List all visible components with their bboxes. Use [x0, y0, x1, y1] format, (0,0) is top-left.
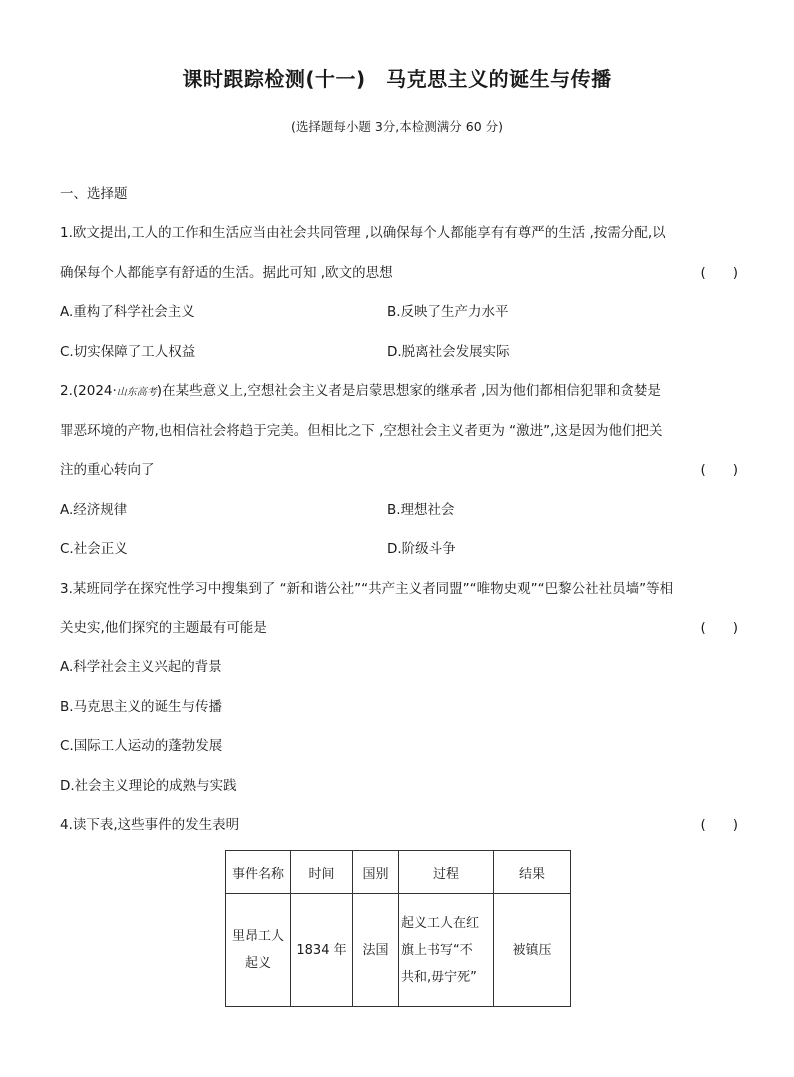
q2-stem-line2: 罪恶环境的产物,也相信社会将趋于完美。但相比之下 ,空想社会主义者更为 “激进”,这是因为他们把关	[60, 423, 663, 439]
q3-option-a: A.科学社会主义兴起的背景	[60, 659, 222, 675]
cell-event-name	[226, 894, 291, 1007]
q3-option-b: B.马克思主义的诞生与传播	[60, 699, 223, 715]
cell-time: 1834 年	[291, 894, 353, 1007]
header-time: 时间	[291, 851, 353, 894]
process-line3: 共和,毋宁死”	[401, 969, 477, 985]
q2-source-label: 山东高考	[116, 387, 157, 398]
header-result: 结果	[494, 851, 571, 894]
events-table	[225, 850, 571, 1007]
q1-answer-blank: ( )	[700, 265, 738, 281]
event-name-line2: 起义	[244, 956, 271, 971]
cell-country: 法国	[353, 894, 399, 1007]
page-subtitle: (选择题每小题 3分,本检测满分 60 分)	[290, 119, 503, 134]
page-title: 课时跟踪检测(十一) 马克思主义的诞生与传播	[182, 67, 612, 91]
q1-stem-line1: 1.欧文提出,工人的工作和生活应当由社会共同管理 ,以确保每个人都能享有有尊严的生活 ,按需分配,以	[60, 225, 666, 241]
q2-option-a: A.经济规律	[60, 502, 128, 518]
q3-option-c: C.国际工人运动的蓬勃发展	[60, 738, 223, 754]
q2-option-b: B.理想社会	[387, 502, 455, 518]
cell-result: 被镇压	[494, 894, 571, 1007]
q2-stem-line3: 注的重心转向了	[60, 462, 155, 478]
table-row	[226, 894, 571, 1007]
q1-stem-line2: 确保每个人都能享有舒适的生活。据此可知 ,欧文的思想	[60, 265, 393, 281]
q3-option-d: D.社会主义理论的成熟与实践	[60, 778, 237, 794]
header-event-name: 事件名称	[226, 851, 291, 894]
process-line1: 起义工人在红	[401, 915, 480, 931]
header-process: 过程	[399, 851, 494, 894]
q2-answer-blank: ( )	[700, 462, 738, 478]
cell-process	[399, 894, 494, 1007]
q1-option-c: C.切实保障了工人权益	[60, 344, 196, 360]
q1-option-b: B.反映了生产力水平	[387, 304, 509, 320]
q2-number: 2.(2024·	[60, 383, 117, 399]
q2-stem-text: )在某些意义上,空想社会主义者是启蒙思想家的继承者 ,因为他们都相信犯罪和贪婪是	[156, 383, 661, 399]
q3-answer-blank: ( )	[700, 620, 738, 636]
q2-option-d: D.阶级斗争	[387, 541, 456, 557]
q1-option-a: A.重构了科学社会主义	[60, 304, 195, 320]
event-name-line1: 里昂工人	[231, 929, 284, 944]
q4-stem-line1: 4.读下表,这些事件的发生表明	[60, 817, 240, 833]
q4-answer-blank: ( )	[700, 817, 738, 833]
section-heading: 一、选择题	[60, 186, 128, 202]
q2-stem-line1	[60, 382, 661, 402]
q3-stem-line1: 3.某班同学在探究性学习中搜集到了 “新和谐公社”“共产主义者同盟”“唯物史观”“巴黎公社社员墙”等相	[60, 581, 674, 597]
header-country: 国别	[353, 851, 399, 894]
q2-option-c: C.社会正义	[60, 541, 128, 557]
q3-stem-line2: 关史实,他们探究的主题最有可能是	[60, 620, 267, 636]
process-line2: 旗上书写“不	[401, 942, 473, 958]
q1-option-d: D.脱离社会发展实际	[387, 344, 510, 360]
table-header-row	[226, 851, 571, 894]
